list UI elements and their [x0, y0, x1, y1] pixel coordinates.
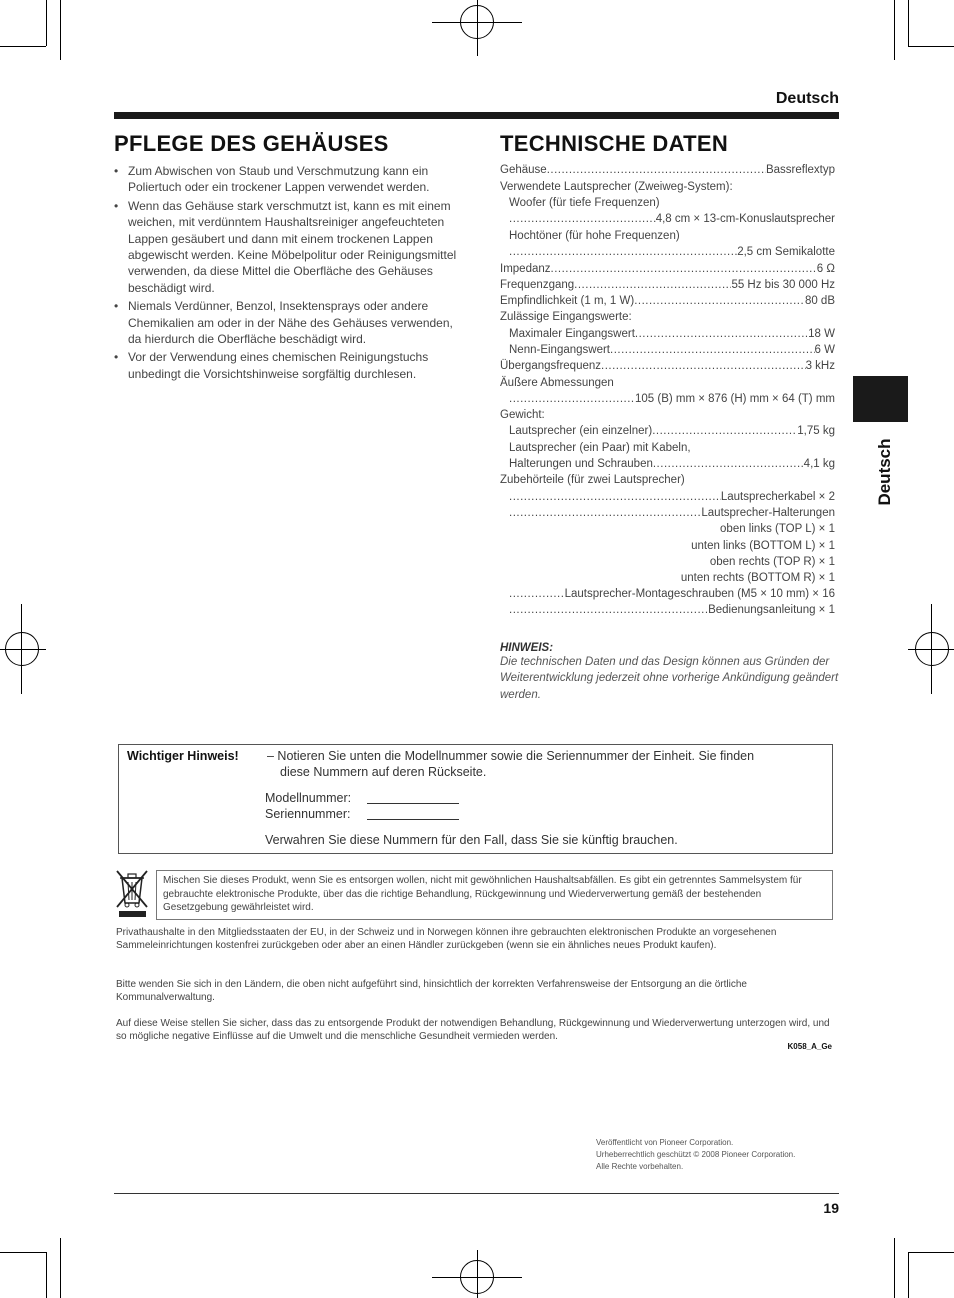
- important-label: Wichtiger Hinweis!: [127, 749, 239, 763]
- spec-row-frequency: [500, 277, 835, 293]
- spec-woofer-label: Woofer (für tiefe Frequenzen): [509, 197, 660, 209]
- spec-value: 3 kHz: [805, 360, 835, 372]
- header-language: Deutsch: [775, 90, 839, 107]
- spec-label: Lautsprecher (ein einzelner): [509, 425, 653, 437]
- weee-paragraph-2: Bitte wenden Sie sich in den Ländern, die oben nicht aufgeführt sind, hinsichtlich der korrekten Verfahrensweise der Entsorgung an die örtliche Kommunalverwaltung.: [116, 979, 747, 1003]
- spec-row-crossover: [500, 358, 835, 374]
- spec-label: Übergangsfrequenz: [500, 360, 602, 372]
- spec-label: Halterungen und Schrauben: [509, 458, 653, 470]
- serial-number-field[interactable]: [367, 807, 459, 820]
- spec-bracket-bottom-left: unten links (BOTTOM L) × 1: [691, 540, 835, 552]
- publisher-line-2: Urheberrechtlich geschützt © 2008 Pioneer Corporation.: [596, 1150, 796, 1159]
- spec-speakers-label: Verwendete Lautsprecher (Zweiweg-System):: [500, 181, 733, 193]
- spec-row-weight-single: [500, 423, 835, 439]
- publisher-line-3: Alle Rechte vorbehalten.: [596, 1162, 684, 1171]
- care-bullet-list: [114, 163, 459, 384]
- spec-dimensions-label: Äußere Abmessungen: [500, 377, 614, 389]
- spec-tweeter-label: Hochtöner (für hohe Frequenzen): [509, 230, 680, 242]
- language-tab-label: Deutsch: [875, 438, 894, 506]
- spec-value: Lautsprecherkabel × 2: [720, 491, 835, 503]
- model-number-label: Modellnummer:: [265, 791, 352, 805]
- header-rule: [114, 112, 839, 119]
- publisher-info: [596, 1137, 795, 1173]
- spec-value: 4,8 cm × 13-cm-Konuslautsprecher: [655, 213, 835, 225]
- note-text: Die technischen Daten und das Design können aus Gründen der Weiterentwicklung jederzeit ohne vorherige Ankündigung geändert werden.: [500, 656, 839, 701]
- list-item: • Niemals Verdünner, Benzol, Insektensprays oder andere Chemikalien am oder in der Nähe des Gehäuses verwenden, da hierdurch die Oberfläche beschädigt wird.: [114, 298, 459, 347]
- spec-row-cable: [500, 489, 835, 505]
- specs-title: TECHNISCHE DATEN: [500, 131, 729, 156]
- spec-weight-pair-label: Lautsprecher (ein Paar) mit Kabeln,: [509, 442, 691, 454]
- spec-row-nominal-input: [500, 342, 835, 358]
- spec-bracket-top-right: oben rechts (TOP R) × 1: [709, 556, 835, 568]
- weee-paragraph-1: Privathaushalte in den Mitgliedsstaaten der EU, in der Schweiz und in Norwegen können ihre gebrauchten elektronischen Produkte an vorgesehenen Sammeleinrichtungen kostenfrei zurückgeben oder aber an einen Händler zurückgeben (wenn sie ein ähnliches neues Produkt kaufen).: [116, 927, 777, 951]
- spec-label: Empfindlichkeit (1 m, 1 W): [500, 295, 635, 307]
- spec-input-label: Zulässige Eingangswerte:: [500, 311, 632, 323]
- keep-numbers-text: Verwahren Sie diese Nummern für den Fall, dass Sie sie künftig brauchen.: [265, 833, 678, 847]
- important-line1: – Notieren Sie unten die Modellnummer sowie die Seriennummer der Einheit. Sie finden: [267, 749, 755, 763]
- model-number-field[interactable]: [367, 791, 459, 804]
- spec-value: Bassreflextyp: [765, 164, 835, 176]
- spec-label: Gehäuse: [500, 164, 547, 176]
- spec-row-weight-pair: [500, 456, 835, 472]
- spec-row-dimensions: [500, 391, 835, 407]
- spec-value: Lautsprecher-Montageschrauben (M5 × 10 mm) × 16: [564, 588, 835, 600]
- spec-value: Bedienungsanleitung × 1: [708, 604, 835, 616]
- spec-value: 6 W: [814, 344, 835, 356]
- spec-accessories-label: Zubehörteile (für zwei Lautsprecher): [500, 474, 685, 486]
- care-title: PFLEGE DES GEHÄUSES: [114, 131, 389, 156]
- spec-value: 80 dB: [804, 295, 835, 307]
- spec-value: 105 (B) mm × 876 (H) mm × 64 (T) mm: [634, 393, 835, 405]
- spec-value: 6 Ω: [816, 263, 835, 275]
- publisher-line-1: Veröffentlicht von Pioneer Corporation.: [596, 1138, 734, 1147]
- spec-row-woofer: [500, 211, 835, 227]
- spec-bracket-top-left: oben links (TOP L) × 1: [720, 523, 835, 535]
- spec-row-impedance: [500, 261, 835, 277]
- spec-value: 2,5 cm Semikalotte: [737, 246, 835, 258]
- spec-row-manual: [500, 602, 835, 618]
- important-line2: diese Nummern auf deren Rückseite.: [280, 765, 487, 779]
- crossed-out-bin-icon: [114, 869, 150, 919]
- spec-value: 18 W: [808, 328, 835, 340]
- spec-value: 1,75 kg: [797, 425, 835, 437]
- spec-value: 4,1 kg: [803, 458, 835, 470]
- spec-row-housing: [500, 162, 835, 178]
- weee-box-text: Mischen Sie dieses Produkt, wenn Sie es entsorgen wollen, nicht mit gewöhnlichen Haushaltsabfällen. Es gibt ein getrenntes Sammelsystem für gebrauchte elektronische Produkte, über das die richtige Behandlung, Rückgewinnung und Wiederverwertung gemäß der bestehenden Gesetzgebung gewährleistet wird.: [156, 870, 833, 920]
- spec-value: 55 Hz bis 30 000 Hz: [731, 279, 835, 291]
- spec-row-sensitivity: [500, 293, 835, 309]
- note-title: HINWEIS:: [500, 642, 554, 654]
- document-code: K058_A_Ge: [787, 1042, 832, 1051]
- list-item: • Vor der Verwendung eines chemischen Reinigungstuchs unbedingt die Vorsichtshinweise sorgfältig durchlesen.: [114, 349, 459, 382]
- spec-weight-label: Gewicht:: [500, 409, 545, 421]
- page-number: 19: [823, 1200, 839, 1216]
- spec-value: Lautsprecher-Halterungen: [701, 507, 835, 519]
- spec-label: Nenn-Eingangswert: [509, 344, 611, 356]
- footer-rule: [114, 1193, 839, 1194]
- spec-row-brackets: [500, 505, 835, 521]
- spec-bracket-bottom-right: unten rechts (BOTTOM R) × 1: [680, 572, 835, 584]
- weee-paragraph-3: Auf diese Weise stellen Sie sicher, dass das zu entsorgende Produkt der notwendigen Behandlung, Rückgewinnung und Wiederverwertung unterzogen wird, und so mögliche negative Einflüsse auf die Umwelt und die menschliche Gesundheit vermieden werden.: [116, 1018, 830, 1042]
- spec-row-max-input: [500, 326, 835, 342]
- spec-row-screws: [500, 586, 835, 602]
- list-item: • Wenn das Gehäuse stark verschmutzt ist, kann es mit einem weichen, mit verdünntem Haushaltsreiniger angefeuchteten Lappen gesäubert und dann mit einem trockenen Lappen abgewischt werden. Keine Möbelpolitur oder Reinigungsmittel verwenden, da diese Mittel die Oberfläche des Gehäuses beschädigt wird.: [114, 198, 459, 296]
- serial-number-label: Seriennummer:: [265, 807, 351, 821]
- list-item: • Zum Abwischen von Staub und Verschmutzung kann ein Poliertuch oder ein trockener Lappen verwendet werden.: [114, 163, 459, 196]
- spec-label: Impedanz: [500, 263, 551, 275]
- spec-row-tweeter: [500, 244, 835, 260]
- spec-label: Maximaler Eingangswert: [509, 328, 635, 340]
- important-notice-box: [118, 744, 833, 854]
- language-tab-marker: [853, 376, 908, 422]
- spec-label: Frequenzgang: [500, 279, 575, 291]
